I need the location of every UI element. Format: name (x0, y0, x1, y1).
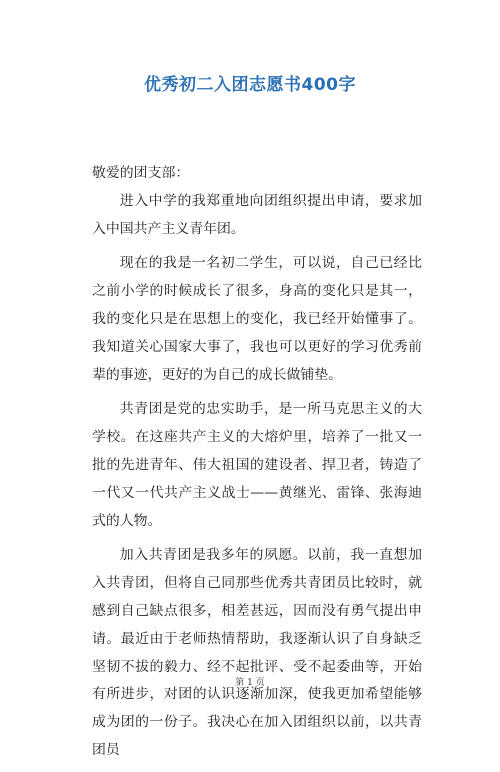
paragraph-3: 共青团是党的忠实助手，是一所马克思主义的大学校。在这座共产主义的大熔炉里，培养了一批又一批的先进青年、伟大祖国的建设者、捍卫者，铸造了一代又一代共产主义战士——黄继光、雷锋、张海迪式的人物。 (92, 401, 422, 529)
paragraph-2: 现在的我是一名初二学生，可以说，自己已经比之前小学的时候成长了很多，身高的变化只是其一，我的变化只是在思想上的变化，我已经开始懂事了。我知道关心国家大事了，我也可以更好的学习优秀前辈的事迹，更好的为自己的成长做铺垫。 (92, 255, 422, 383)
paragraph-1: 进入中学的我郑重地向团组织提出申请，要求加入中国共产主义青年团。 (92, 192, 422, 237)
paragraph-4: 加入共青团是我多年的夙愿。以前，我一直想加入共青团，但将自己同那些优秀共青团员比较时，就感到自己缺点很多，相差甚远，因而没有勇气提出申请。最近由于老师热情帮助，我逐渐认识了自身缺乏坚韧不拔的毅力、经不起批评、受不起委曲等，开始有所进步，对团的认识逐渐加深，使我更加希望能够成为团的一份子。我决心在加入团组织以前，以共青团员 (92, 547, 422, 758)
page-number: 第 1 页 (235, 678, 265, 688)
document-title: 优秀初二入团志愿书400字 (144, 75, 356, 95)
salutation: 敬爱的团支部： (92, 165, 190, 181)
